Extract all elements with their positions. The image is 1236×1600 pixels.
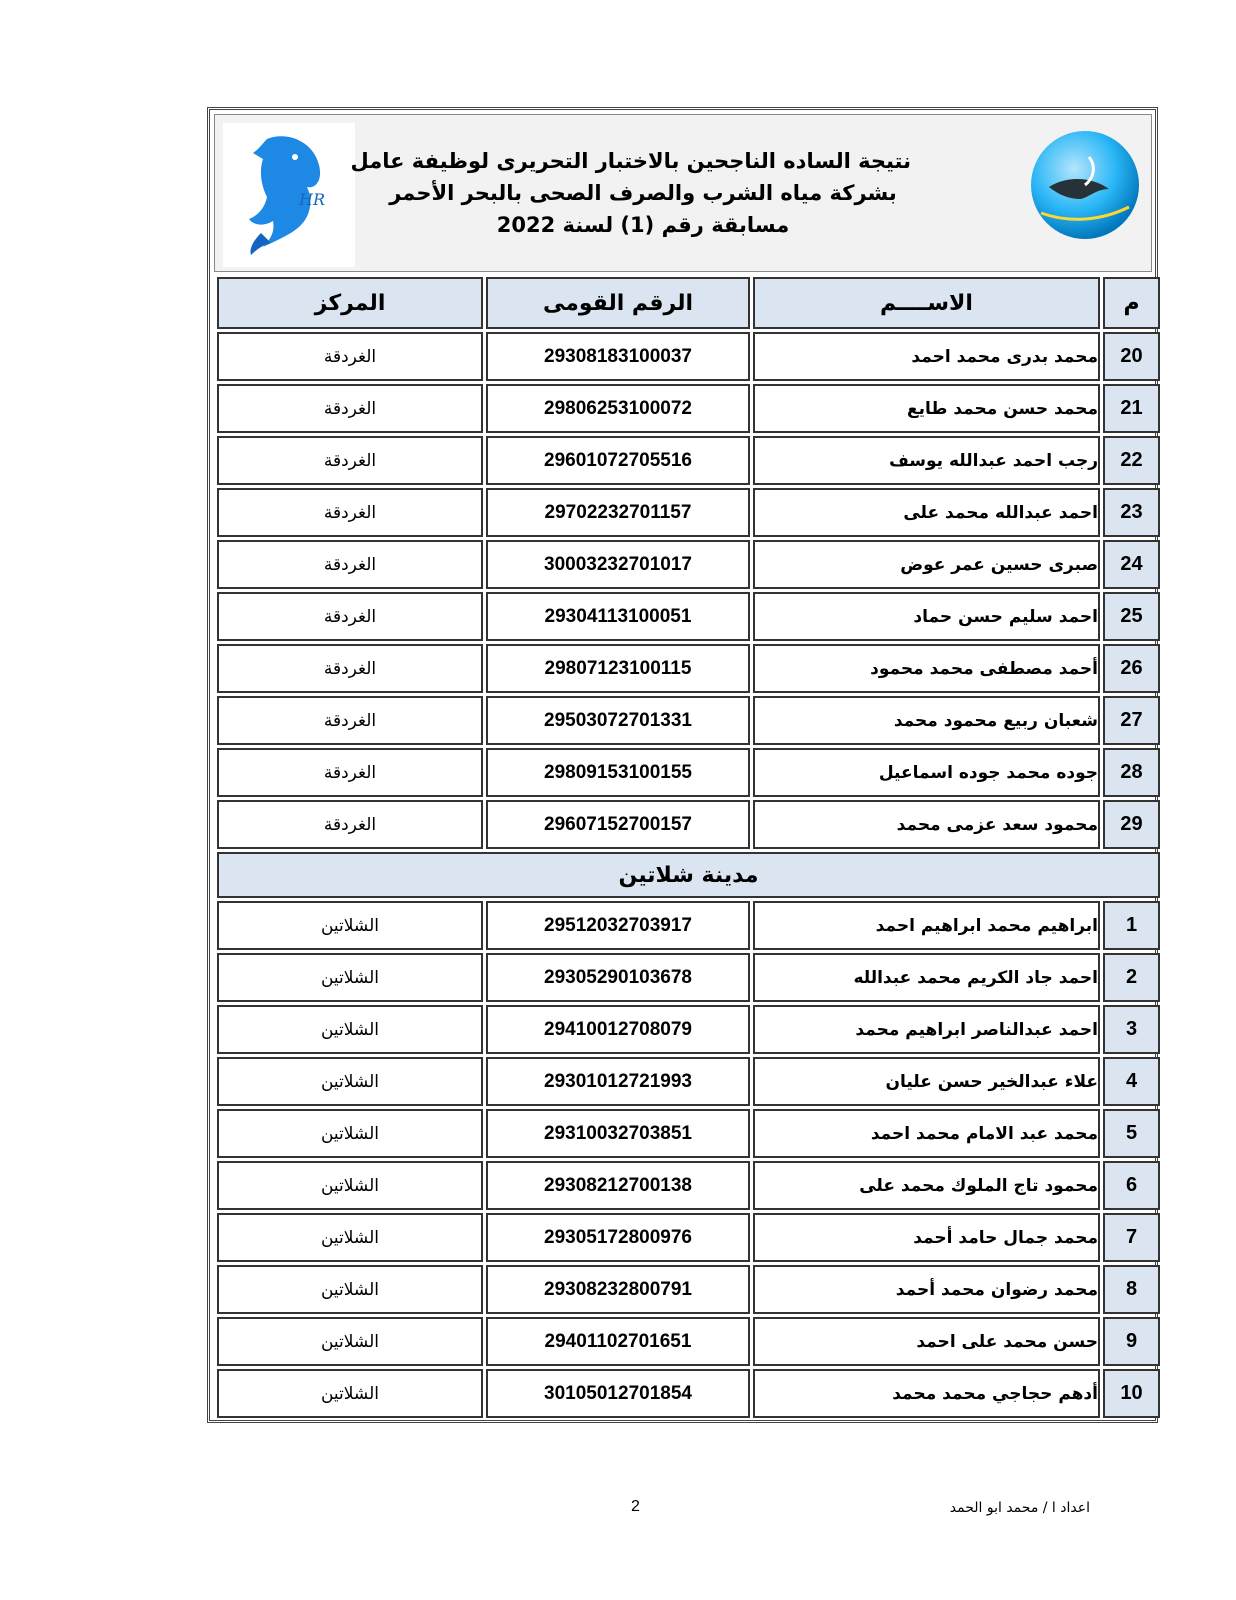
cell-name: علاء عبدالخير حسن عليان: [753, 1057, 1100, 1106]
cell-number: 6: [1103, 1161, 1160, 1210]
cell-name: احمد جاد الكريم محمد عبدالله: [753, 953, 1100, 1002]
cell-center: الشلاتين: [217, 1161, 483, 1210]
cell-national-id: 30003232701017: [486, 540, 750, 589]
prepared-by-note: اعداد ا / محمد ابو الحمد: [949, 1500, 1090, 1516]
column-header-name: الاســــم: [753, 277, 1100, 329]
table-row: [217, 488, 1160, 537]
cell-center: الغردقة: [217, 488, 483, 537]
cell-name: احمد عبدالناصر ابراهيم محمد: [753, 1005, 1100, 1054]
cell-center: الشلاتين: [217, 1317, 483, 1366]
cell-national-id: 29310032703851: [486, 1109, 750, 1158]
cell-national-id: 29607152700157: [486, 800, 750, 849]
cell-center: الشلاتين: [217, 1005, 483, 1054]
cell-center: الشلاتين: [217, 1369, 483, 1418]
cell-number: 27: [1103, 696, 1160, 745]
column-header-number: م: [1103, 277, 1160, 329]
cell-center: الشلاتين: [217, 1265, 483, 1314]
cell-name: محمد جمال حامد أحمد: [753, 1213, 1100, 1262]
table-row: [217, 1109, 1160, 1158]
cell-center: الشلاتين: [217, 953, 483, 1002]
cell-number: 4: [1103, 1057, 1160, 1106]
cell-name: أدهم حجاجي محمد محمد: [753, 1369, 1100, 1418]
cell-number: 22: [1103, 436, 1160, 485]
results-table: [214, 274, 1163, 1421]
cell-center: الشلاتين: [217, 1213, 483, 1262]
table-row: [217, 540, 1160, 589]
table-row: [217, 1005, 1160, 1054]
cell-national-id: 29809153100155: [486, 748, 750, 797]
table-row: [217, 953, 1160, 1002]
cell-national-id: 29304113100051: [486, 592, 750, 641]
cell-center: الشلاتين: [217, 1109, 483, 1158]
column-header-center: المركز: [217, 277, 483, 329]
cell-center: الغردقة: [217, 748, 483, 797]
cell-national-id: 29410012708079: [486, 1005, 750, 1054]
cell-number: 3: [1103, 1005, 1160, 1054]
cell-number: 25: [1103, 592, 1160, 641]
cell-number: 28: [1103, 748, 1160, 797]
table-row: [217, 332, 1160, 381]
cell-national-id: 29305172800976: [486, 1213, 750, 1262]
cell-name: محمود سعد عزمى محمد: [753, 800, 1100, 849]
cell-name: جوده محمد جوده اسماعيل: [753, 748, 1100, 797]
cell-national-id: 30105012701854: [486, 1369, 750, 1418]
table-row: [217, 748, 1160, 797]
section-row: [217, 852, 1160, 898]
table-row: [217, 384, 1160, 433]
cell-national-id: 29305290103678: [486, 953, 750, 1002]
header-title-line-3: مسابقة رقم (1) لسنة 2022: [496, 213, 790, 237]
header-title-block: [350, 145, 911, 241]
table-row: [217, 436, 1160, 485]
cell-number: 1: [1103, 901, 1160, 950]
cell-national-id: 29308232800791: [486, 1265, 750, 1314]
cell-center: الغردقة: [217, 332, 483, 381]
cell-national-id: 29512032703917: [486, 901, 750, 950]
table-row: [217, 592, 1160, 641]
cell-name: محمد حسن محمد طايع: [753, 384, 1100, 433]
cell-national-id: 29702232701157: [486, 488, 750, 537]
cell-name: شعبان ربيع محمود محمد: [753, 696, 1100, 745]
cell-center: الغردقة: [217, 644, 483, 693]
cell-number: 10: [1103, 1369, 1160, 1418]
cell-center: الغردقة: [217, 696, 483, 745]
cell-name: احمد عبدالله محمد على: [753, 488, 1100, 537]
hr-dolphin-logo: [223, 123, 355, 267]
cell-center: الغردقة: [217, 592, 483, 641]
table-row: [217, 901, 1160, 950]
table-row: [217, 1265, 1160, 1314]
cell-center: الغردقة: [217, 540, 483, 589]
table-row: [217, 800, 1160, 849]
table-row: [217, 696, 1160, 745]
cell-center: الغردقة: [217, 800, 483, 849]
cell-name: رجب احمد عبدالله يوسف: [753, 436, 1100, 485]
table-header-row: [217, 277, 1160, 329]
results-document: [207, 107, 1158, 1423]
cell-number: 7: [1103, 1213, 1160, 1262]
header-title-line-2: بشركة مياه الشرب والصرف الصحى بالبحر الأحمر: [389, 181, 897, 205]
document-header: [214, 114, 1152, 272]
cell-national-id: 29401102701651: [486, 1317, 750, 1366]
table-row: [217, 1317, 1160, 1366]
cell-name: ابراهيم محمد ابراهيم احمد: [753, 901, 1100, 950]
page-number: 2: [631, 1498, 640, 1515]
cell-name: محمد بدرى محمد احمد: [753, 332, 1100, 381]
cell-number: 23: [1103, 488, 1160, 537]
cell-national-id: 29806253100072: [486, 384, 750, 433]
table-row: [217, 644, 1160, 693]
svg-text:HR: HR: [299, 190, 325, 209]
cell-number: 21: [1103, 384, 1160, 433]
cell-national-id: 29301012721993: [486, 1057, 750, 1106]
cell-name: حسن محمد على احمد: [753, 1317, 1100, 1366]
column-header-national-id: الرقم القومى: [486, 277, 750, 329]
cell-number: 5: [1103, 1109, 1160, 1158]
header-title-line-1: نتيجة الساده الناجحين بالاختبار التحريرى لوظيفة عامل: [350, 149, 911, 173]
cell-national-id: 29308212700138: [486, 1161, 750, 1210]
cell-number: 29: [1103, 800, 1160, 849]
cell-national-id: 29308183100037: [486, 332, 750, 381]
table-row: [217, 1369, 1160, 1418]
company-logo: [989, 127, 1139, 242]
cell-national-id: 29503072701331: [486, 696, 750, 745]
cell-name: محمود تاج الملوك محمد على: [753, 1161, 1100, 1210]
cell-name: صبرى حسين عمر عوض: [753, 540, 1100, 589]
cell-number: 20: [1103, 332, 1160, 381]
cell-number: 26: [1103, 644, 1160, 693]
table-row: [217, 1213, 1160, 1262]
cell-center: الشلاتين: [217, 901, 483, 950]
cell-name: محمد رضوان محمد أحمد: [753, 1265, 1100, 1314]
cell-national-id: 29601072705516: [486, 436, 750, 485]
cell-center: الشلاتين: [217, 1057, 483, 1106]
cell-number: 24: [1103, 540, 1160, 589]
cell-number: 8: [1103, 1265, 1160, 1314]
cell-name: محمد عبد الامام محمد احمد: [753, 1109, 1100, 1158]
cell-number: 9: [1103, 1317, 1160, 1366]
cell-center: الغردقة: [217, 384, 483, 433]
table-row: [217, 1161, 1160, 1210]
cell-center: الغردقة: [217, 436, 483, 485]
cell-national-id: 29807123100115: [486, 644, 750, 693]
table-row: [217, 1057, 1160, 1106]
cell-number: 2: [1103, 953, 1160, 1002]
cell-name: أحمد مصطفى محمد محمود: [753, 644, 1100, 693]
cell-name: احمد سليم حسن حماد: [753, 592, 1100, 641]
section-title: مدينة شلاتين: [217, 852, 1160, 898]
